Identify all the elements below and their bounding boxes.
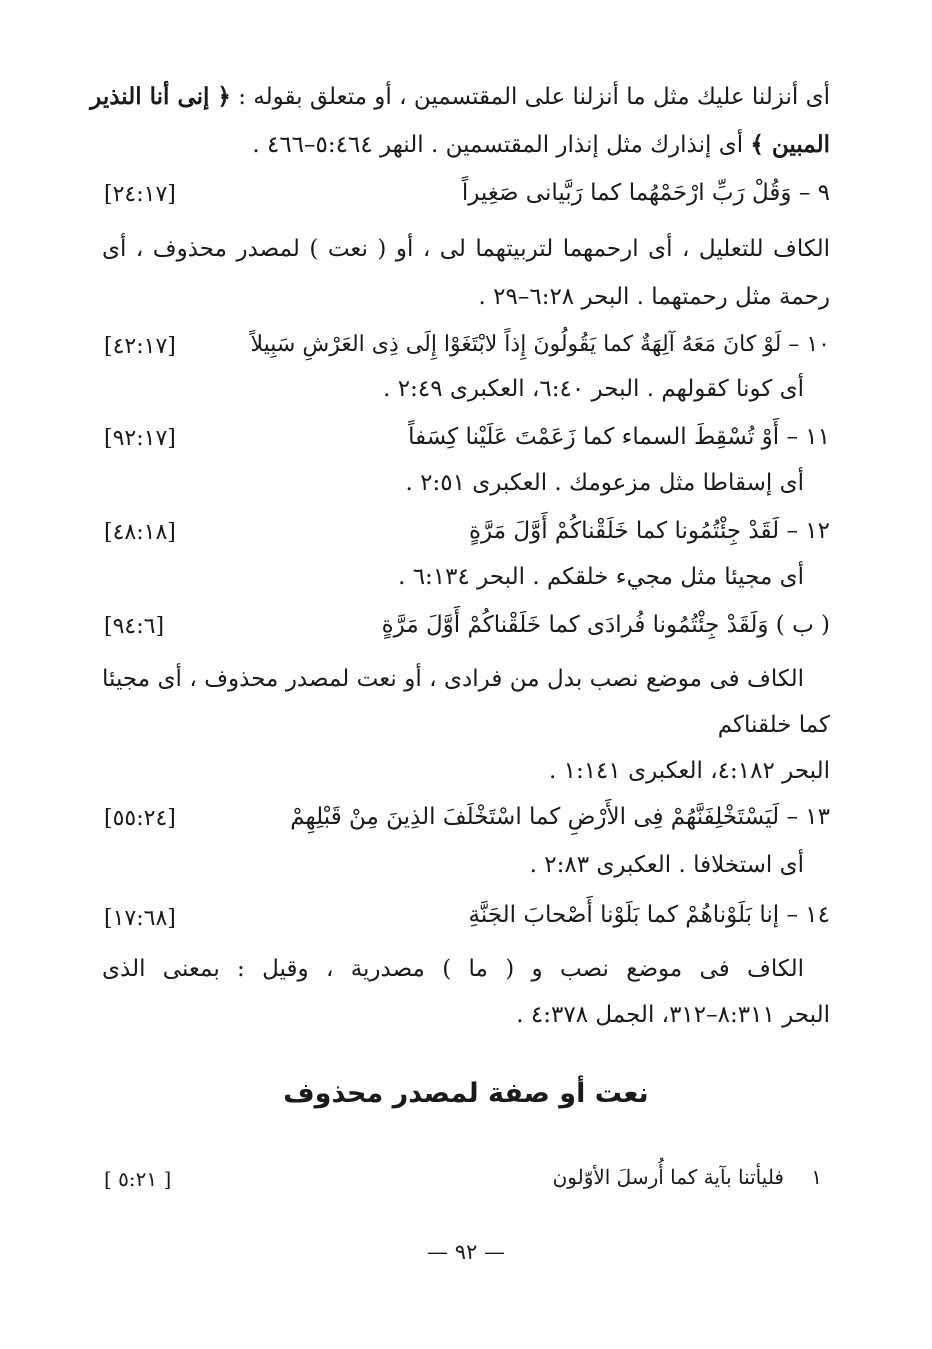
- verse-reference: [٢٤:١٧]: [104, 182, 176, 207]
- verse-10: ١٠ – لَوْ كانَ مَعَهُ آلِهَةٌ كما يَقُولُونَ إِذاً لابْتَغَوْا إِلَى ذِى العَرْشِ سَبِيلاً: [250, 332, 830, 357]
- verse-12: ١٢ – لَقَدْ جِئْتُمُونا كما خَلَقْناكُمْ أَوَّلَ مَرَّةٍ: [469, 518, 830, 544]
- verse-reference: [ ٥:٢١ ]: [104, 1167, 172, 1191]
- text-span: أى إنذارك مثل إنذار المقتسمين . النهر ٥:٤٦٤–٤٦٦ .: [252, 132, 744, 158]
- section-heading: نعت أو صفة لمصدر محذوف: [283, 1078, 649, 1109]
- verse-reference: [٥٥:٢٤]: [104, 806, 176, 831]
- commentary-line: الكاف للتعليل ، أى ارحمهما لتربيتهما لى ، أو ( نعت ) لمصدر محذوف ، أى: [102, 236, 830, 262]
- text-line: [102, 130, 830, 160]
- verse-reference: [٤٨:١٨]: [104, 520, 176, 545]
- commentary-line: الكاف فى موضع نصب و ( ما ) مصدرية ، وقيل : بمعنى الذى: [102, 956, 804, 982]
- verse-reference: [٩٤:٦]: [104, 614, 165, 639]
- verse-reference: [١٧:٦٨]: [104, 906, 176, 931]
- commentary-line: أى كونا كقولهم . البحر ٦:٤٠، العكبرى ٢:٤٩ .: [383, 376, 804, 402]
- text-span: أى أنزلنا عليك مثل ما أنزلنا على المقتسمين ، أو متعلق بقوله :: [238, 84, 830, 110]
- page-number: — ٩٢ —: [427, 1240, 505, 1264]
- verse-reference: [٤٢:١٧]: [104, 334, 176, 359]
- verse-11: ١١ – أَوْ تُسْقِطَ السماء كما زَعَمْتَ عَلَيْنا كِسَفاً: [408, 424, 830, 450]
- verse-number: ١: [811, 1165, 822, 1189]
- commentary-line: أى إسقاطا مثل مزعومك . العكبرى ٢:٥١ .: [405, 470, 804, 496]
- verse-13: ١٣ – لَيَسْتَخْلِفَنَّهُمْ فِى الأَرْضِ كما اسْتَخْلَفَ الذِينَ مِنْ قَبْلِهِمْ: [290, 804, 830, 830]
- verse-9: ٩ – وَقُلْ رَبِّ ارْحَمْهُما كما رَبَّيانى صَغِيراً: [461, 180, 830, 206]
- commentary-line: أى استخلافا . العكبرى ٢:٨٣ .: [529, 852, 804, 878]
- quran-quote: المبين ﴾: [750, 131, 830, 158]
- commentary-line: البحر ٨:٣١١–٣١٢، الجمل ٤:٣٧٨ .: [516, 1002, 830, 1028]
- commentary-line: البحر ٤:١٨٢، العكبرى ١:١٤١ .: [548, 758, 830, 784]
- quran-quote: ﴿ إنى أنا النذير: [90, 83, 231, 110]
- verse-reference: [٩٢:١٧]: [104, 426, 176, 451]
- commentary-line: كما خلقناكم: [717, 712, 830, 738]
- verse-1: فليأتنا بآية كما أُرسلَ الأوّلون: [552, 1165, 784, 1189]
- commentary-line: رحمة مثل رحمتهما . البحر ٦:٢٨–٢٩ .: [478, 284, 830, 310]
- commentary-line: الكاف فى موضع نصب بدل من فرادى ، أو نعت لمصدر محذوف ، أى مجيئا: [102, 666, 804, 692]
- commentary-line: أى مجيئا مثل مجيء خلقكم . البحر ٦:١٣٤ .: [398, 564, 804, 590]
- verse-14: ١٤ – إنا بَلَوْناهُمْ كما بَلَوْنا أَصْحابَ الجَنَّةِ: [468, 902, 830, 928]
- verse-b: ( ب ) وَلَقَدْ جِئْتُمُونا فُرادَى كما خَلَقْناكُمْ أَوَّلَ مَرَّةٍ: [381, 612, 830, 638]
- text-line: [90, 82, 830, 112]
